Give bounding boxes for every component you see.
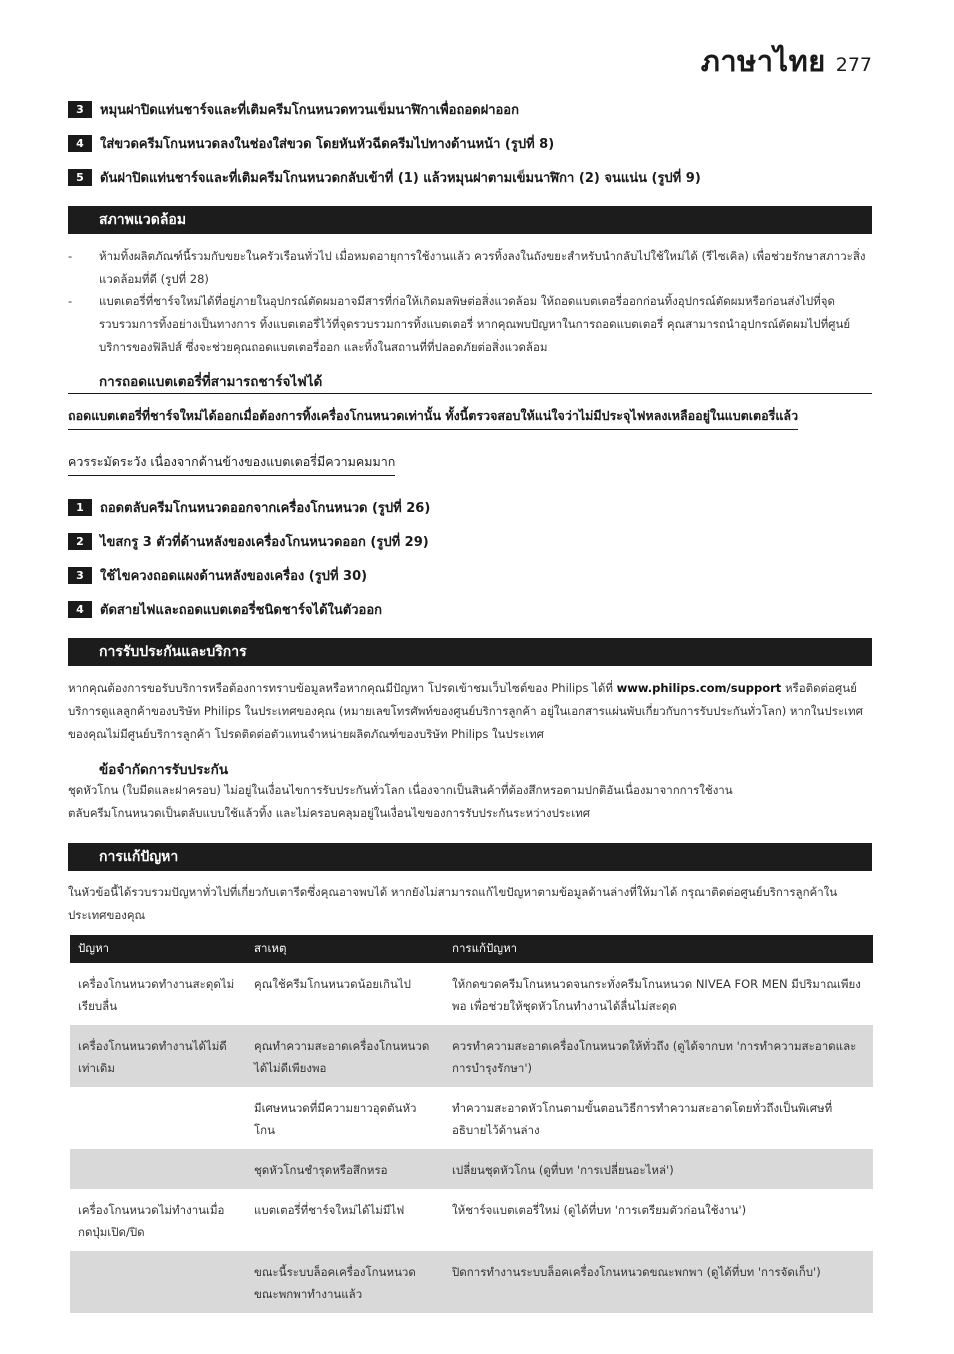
step-number: 3 <box>68 101 92 118</box>
step-text: ใช้ไขควงถอดแผงด้านหลังของเครื่อง (รูปที่ 30) <box>100 569 368 584</box>
bullet-text: ห้ามทิ้งผลิตภัณฑ์นี้รวมกับขยะในครัวเรือนทั่วไป เมื่อหมดอายุการใช้งานแล้ว ควรทิ้งลงในถังขยะสำหรับนำกลับไปใช้ใหม่ได้ (รีไซเคิล) เพื่อช่วยรักษาสภาวะสิ่งแวดล้อมที่ดี (รูปที่ 28) <box>99 249 866 286</box>
column-header-problem: ปัญหา <box>70 935 246 963</box>
bullet-item <box>68 290 872 359</box>
cell-cause: คุณทำความสะอาดเครื่องโกนหนวดได้ไม่ดีเพียงพอ <box>246 1025 444 1087</box>
step-item <box>68 133 554 154</box>
support-link[interactable]: www.philips.com/support <box>616 681 782 695</box>
page-language: ภาษาไทย <box>700 44 826 78</box>
table-row <box>70 1025 873 1087</box>
guarantee-text-post: หรือติดต่อศูนย์บริการดูแลลูกค้าของบริษัท Philips ในประเทศของคุณ (หมายเลขโทรศัพท์ของศูนย์บริการลูกค้า อยู่ในเอกสารแผ่นพับเกี่ยวกับการรับประกันทั่วโลก) หากในประเทศของคุณไม่มีศูนย์บริการลูกค้า โปรดติดต่อตัวแทนจำหน่ายผลิตภัณฑ์ของบริษัท Philips ในประเทศ <box>68 681 863 741</box>
page-number: 277 <box>835 54 872 76</box>
bullet-dash: - <box>68 294 73 308</box>
step-text: ดันฝาปิดแท่นชาร์จและที่เติมครีมโกนหนวดกลับเข้าที่ (1) แล้วหมุนฝาตามเข็มนาฬิกา (2) จนแน่น (รูปที่ 9) <box>100 171 701 186</box>
table-row <box>70 1251 873 1313</box>
step-item <box>68 531 429 552</box>
restrictions-line: ชุดหัวโกน (ใบมีดและฝาครอบ) ไม่อยู่ในเงื่อนไขการรับประกันทั่วโลก เนื่องจากเป็นสินค้าที่ต้องสึกหรอตามปกติอันเนื่องมาจากการใช้งาน <box>68 783 733 797</box>
cell-problem: เครื่องโกนหนวดไม่ทำงานเมื่อกดปุ่มเปิด/ปิด <box>78 1203 225 1239</box>
cell-cause: คุณใช้ครีมโกนหนวดน้อยเกินไป <box>254 977 411 991</box>
step-number: 2 <box>68 533 92 550</box>
step-text: หมุนฝาปิดแท่นชาร์จและที่เติมครีมโกนหนวดทวนเข็มนาฬิกาเพื่อถอดฝาออก <box>100 103 519 118</box>
troubleshooting-intro: ในหัวข้อนี้ได้รวบรวมปัญหาทั่วไปที่เกี่ยวกับเตารีดซึ่งคุณอาจพบได้ หากยังไม่สามารถแก้ไขปัญหาตามข้อมูลด้านล่างที่ให้มาได้ กรุณาติดต่อศูนย์บริการลูกค้าในประเทศของคุณ <box>68 885 838 922</box>
step-text: ตัดสายไฟและถอดแบตเตอรี่ชนิดชาร์จได้ในตัวออก <box>100 603 382 618</box>
step-item <box>68 497 430 518</box>
column-header-cause: สาเหตุ <box>246 935 444 963</box>
step-item <box>68 99 519 120</box>
step-text: ไขสกรู 3 ตัวที่ด้านหลังของเครื่องโกนหนวดออก (รูปที่ 29) <box>100 535 429 550</box>
section-header-environment: สภาพแวดล้อม <box>68 206 872 234</box>
restrictions-subheading: ข้อจำกัดการรับประกัน <box>99 762 229 778</box>
cell-solution: ให้ชาร์จแบตเตอรี่ใหม่ (ดูได้ที่บท 'การเตรียมตัวก่อนใช้งาน') <box>452 1203 747 1217</box>
section-header-troubleshooting: การแก้ปัญหา <box>68 843 872 871</box>
cell-solution: ควรทำความสะอาดเครื่องโกนหนวดให้ทั่วถึง (ดูได้จากบท 'การทำความสะอาดและการบำรุงรักษา') <box>444 1025 873 1087</box>
page-header <box>701 38 872 84</box>
guarantee-text-pre: หากคุณต้องการขอรับบริการหรือต้องการทราบข้อมูลหรือหากคุณมีปัญหา โปรดเข้าชมเว็บไซต์ของ Philips ได้ที่ <box>68 681 617 695</box>
step-item <box>68 599 382 620</box>
guarantee-paragraph <box>68 677 872 746</box>
battery-warning: ถอดแบตเตอรี่ที่ชาร์จใหม่ได้ออกเมื่อต้องการทิ้งเครื่องโกนหนวดเท่านั้น ทั้งนี้ตรวจสอบให้แน่ใจว่าไม่มีประจุไฟหลงเหลืออยู่ในแบตเตอรี่แล้ว <box>68 406 798 430</box>
step-number: 1 <box>68 499 92 516</box>
step-item <box>68 565 367 586</box>
battery-subheading: การถอดแบตเตอรี่ที่สามารถชาร์จไฟได้ <box>99 374 323 390</box>
cell-problem: เครื่องโกนหนวดทำงานสะดุดไม่เรียบลื่น <box>78 977 235 1013</box>
bullet-item <box>68 245 872 291</box>
table-row <box>70 963 873 1025</box>
cell-cause: ชุดหัวโกนชำรุดหรือสึกหรอ <box>246 1149 444 1189</box>
cell-cause: ขณะนี้ระบบล็อคเครื่องโกนหนวดขณะพกพาทำงานแล้ว <box>246 1251 444 1313</box>
step-number: 4 <box>68 601 92 618</box>
table-row <box>70 1149 873 1189</box>
cell-problem <box>70 1251 246 1313</box>
table-row <box>70 1087 873 1149</box>
column-header-solution: การแก้ปัญหา <box>444 935 873 963</box>
cell-problem <box>70 1149 246 1189</box>
section-header-guarantee: การรับประกันและบริการ <box>68 638 872 666</box>
step-text: ใส่ขวดครีมโกนหนวดลงในช่องใส่ขวด โดยหันหัวฉีดครีมไปทางด้านหน้า (รูปที่ 8) <box>100 137 555 152</box>
divider <box>68 393 872 394</box>
cell-solution: ให้กดขวดครีมโกนหนวดจนกระทั่งครีมโกนหนวด NIVEA FOR MEN มีปริมาณเพียงพอ เพื่อช่วยให้ชุดหัวโกนทำงานได้ลื่นไม่สะดุด <box>452 977 861 1013</box>
step-item <box>68 167 701 188</box>
battery-caution: ควรระมัดระวัง เนื่องจากด้านข้างของแบตเตอรี่มีความคมมาก <box>68 452 395 476</box>
troubleshooting-table <box>70 935 873 1313</box>
step-number: 5 <box>68 169 92 186</box>
bullet-dash: - <box>68 249 73 263</box>
cell-problem: เครื่องโกนหนวดทำงานได้ไม่ดีเท่าเดิม <box>70 1025 246 1087</box>
restrictions-line: ตลับครีมโกนหนวดเป็นตลับแบบใช้แล้วทิ้ง และไม่ครอบคลุมอยู่ในเงื่อนไขของการรับประกันระหว่างประเทศ <box>68 806 591 820</box>
step-text: ถอดตลับครีมโกนหนวดออกจากเครื่องโกนหนวด (รูปที่ 26) <box>100 501 431 516</box>
table-header-row <box>70 935 873 963</box>
step-number: 3 <box>68 567 92 584</box>
table-row <box>70 1189 873 1251</box>
step-number: 4 <box>68 135 92 152</box>
cell-solution: ปิดการทำงานระบบล็อคเครื่องโกนหนวดขณะพกพา (ดูได้ที่บท 'การจัดเก็บ') <box>444 1251 873 1313</box>
cell-problem <box>70 1087 246 1149</box>
cell-solution: ทำความสะอาดหัวโกนตามขั้นตอนวิธีการทำความสะอาดโดยทั่วถึงเป็นพิเศษที่อธิบายไว้ด้านล่าง <box>452 1101 833 1137</box>
cell-cause: แบตเตอรี่ที่ชาร์จใหม่ได้ไม่มีไฟ <box>254 1203 405 1217</box>
cell-solution: เปลี่ยนชุดหัวโกน (ดูที่บท 'การเปลี่ยนอะไหล่') <box>444 1149 873 1189</box>
bullet-text: แบตเตอรี่ที่ชาร์จใหม่ได้ที่อยู่ภายในอุปกรณ์ตัดผมอาจมีสารที่ก่อให้เกิดมลพิษต่อสิ่งแวดล้อม ให้ถอดแบตเตอรี่ออกก่อนทิ้งอุปกรณ์ตัดผมหรือก่อนส่งไปที่จุดรวบรวมการทิ้งอย่างเป็นทางการ ทิ้งแบตเตอรี่ไว้ที่จุดรวบรวมการทิ้งแบตเตอรี่ หากคุณพบปัญหาในการถอดแบตเตอรี่ คุณสามารถนำอุปกรณ์ตัดผมไปที่ศูนย์บริการของฟิลิปส์ ซึ่งจะช่วยคุณถอดแบตเตอรี่ออก และทิ้งในสถานที่ที่ปลอดภัยต่อสิ่งแวดล้อม <box>99 294 851 354</box>
cell-cause: มีเศษหนวดที่มีความยาวอุดตันหัวโกน <box>254 1101 417 1137</box>
